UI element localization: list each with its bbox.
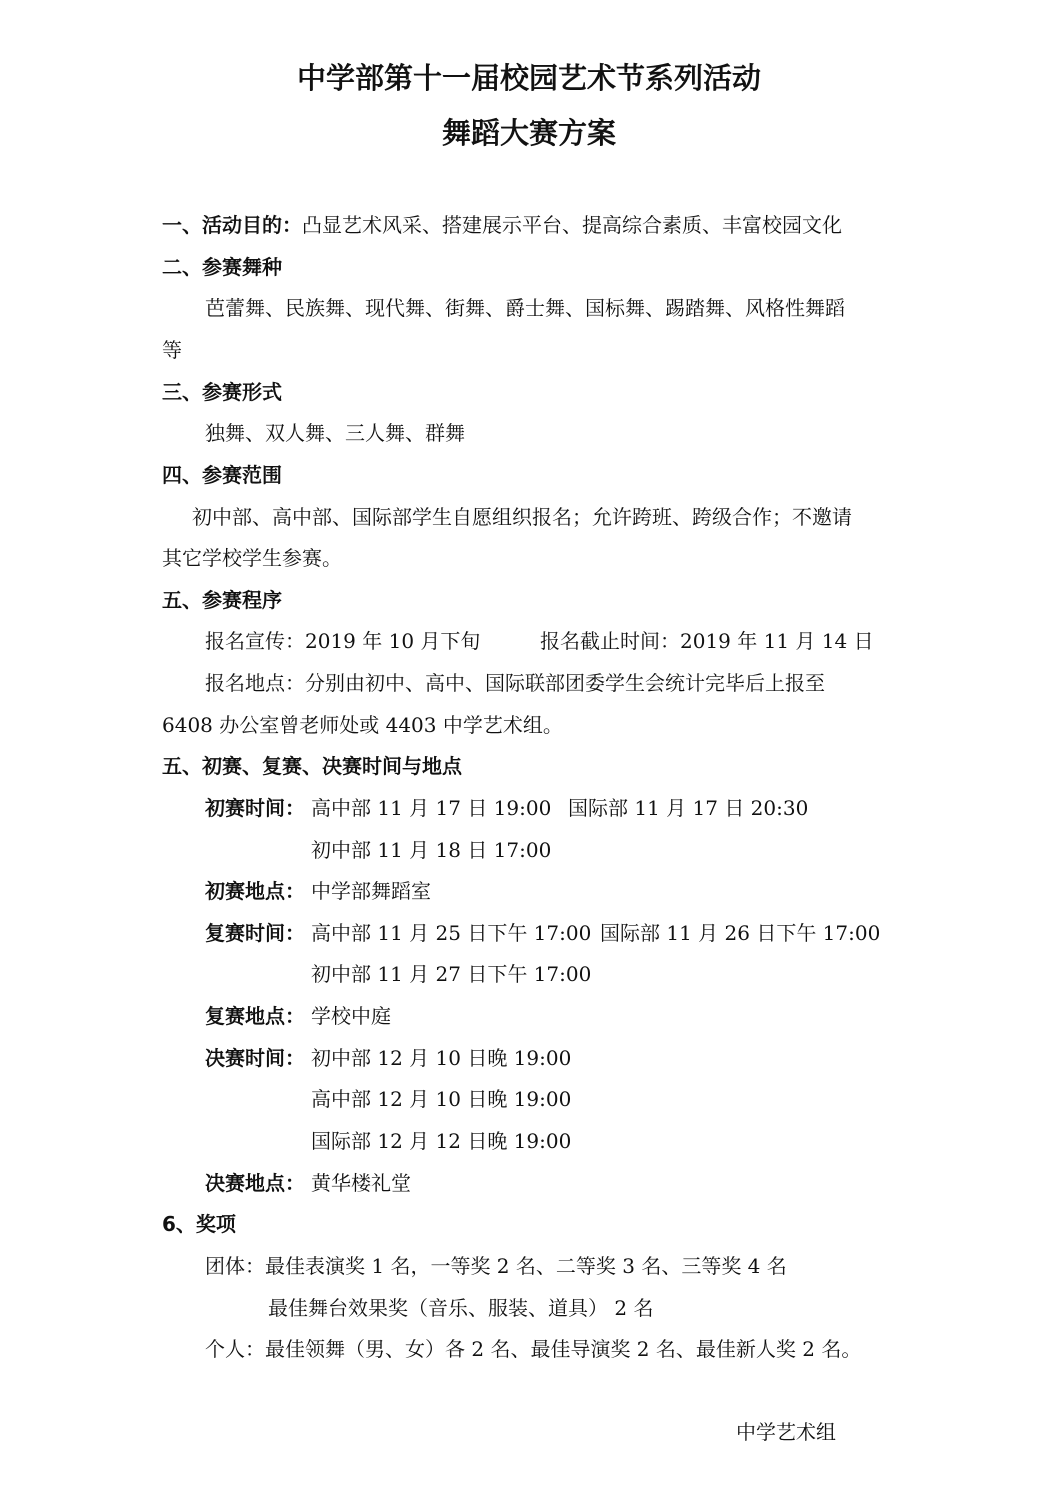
paragraph: 芭蕾舞、民族舞、现代舞、街舞、爵士舞、国标舞、踢踏舞、风格性舞蹈 bbox=[205, 296, 845, 320]
schedule-label: 复赛地点： bbox=[205, 1004, 305, 1028]
section-heading: 二、参赛舞种 bbox=[162, 255, 282, 279]
signature: 中学艺术组 bbox=[736, 1420, 836, 1444]
section-purpose bbox=[162, 213, 842, 237]
page-title-line2: 舞蹈大赛方案 bbox=[441, 116, 616, 150]
section-heading: 一、活动目的： bbox=[162, 213, 302, 237]
section-heading: 三、参赛形式 bbox=[162, 380, 282, 404]
schedule-entry: 国际部 11 月 26 日下午 17:00 bbox=[600, 921, 881, 945]
schedule-entry: 初中部 12 月 10 日晚 19:00 bbox=[311, 1046, 572, 1070]
paragraph: 其它学校学生参赛。 bbox=[162, 546, 342, 570]
paragraph: 初中部、高中部、国际部学生自愿组织报名；允许跨班、跨级合作；不邀请 bbox=[192, 505, 852, 529]
schedule-entry: 国际部 11 月 17 日 20:30 bbox=[568, 796, 809, 820]
section-text: 凸显艺术风采、搭建展示平台、提高综合素质、丰富校园文化 bbox=[302, 213, 842, 237]
schedule-entry: 国际部 12 月 12 日晚 19:00 bbox=[311, 1129, 572, 1153]
page-title-line1: 中学部第十一届校园艺术节系列活动 bbox=[296, 61, 761, 95]
paragraph: 独舞、双人舞、三人舞、群舞 bbox=[205, 421, 465, 445]
paragraph: 报名地点：分别由初中、高中、国际联部团委学生会统计完毕后上报至 bbox=[205, 671, 825, 695]
schedule-entry: 黄华楼礼堂 bbox=[311, 1171, 411, 1195]
schedule-label: 初赛地点： bbox=[205, 879, 305, 903]
schedule-entry: 高中部 11 月 17 日 19:00 bbox=[311, 796, 552, 820]
award-line: 最佳舞台效果奖（音乐、服装、道具） 2 名 bbox=[268, 1296, 654, 1320]
schedule-entry: 初中部 11 月 18 日 17:00 bbox=[311, 838, 552, 862]
registration-promo: 报名宣传：2019 年 10 月下旬 bbox=[205, 629, 481, 653]
registration-deadline: 报名截止时间：2019 年 11 月 14 日 bbox=[540, 629, 874, 653]
section-heading: 6、奖项 bbox=[162, 1212, 236, 1236]
section-heading: 五、参赛程序 bbox=[162, 588, 282, 612]
award-line: 个人：最佳领舞（男、女）各 2 名、最佳导演奖 2 名、最佳新人奖 2 名。 bbox=[205, 1337, 862, 1361]
schedule-label: 决赛地点： bbox=[205, 1171, 305, 1195]
award-line: 团体：最佳表演奖 1 名，一等奖 2 名、二等奖 3 名、三等奖 4 名 bbox=[205, 1254, 787, 1278]
section-heading: 四、参赛范围 bbox=[162, 463, 282, 487]
schedule-label: 复赛时间： bbox=[205, 921, 305, 945]
schedule-entry: 学校中庭 bbox=[311, 1004, 391, 1028]
section-heading: 五、初赛、复赛、决赛时间与地点 bbox=[162, 754, 462, 778]
paragraph: 6408 办公室曾老师处或 4403 中学艺术组。 bbox=[162, 713, 563, 737]
schedule-entry: 高中部 11 月 25 日下午 17:00 bbox=[311, 921, 592, 945]
schedule-entry: 初中部 11 月 27 日下午 17:00 bbox=[311, 962, 592, 986]
paragraph: 等 bbox=[162, 338, 182, 362]
schedule-entry: 中学部舞蹈室 bbox=[311, 879, 431, 903]
schedule-label: 初赛时间： bbox=[205, 796, 305, 820]
schedule-entry: 高中部 12 月 10 日晚 19:00 bbox=[311, 1087, 572, 1111]
schedule-label: 决赛时间： bbox=[205, 1046, 305, 1070]
